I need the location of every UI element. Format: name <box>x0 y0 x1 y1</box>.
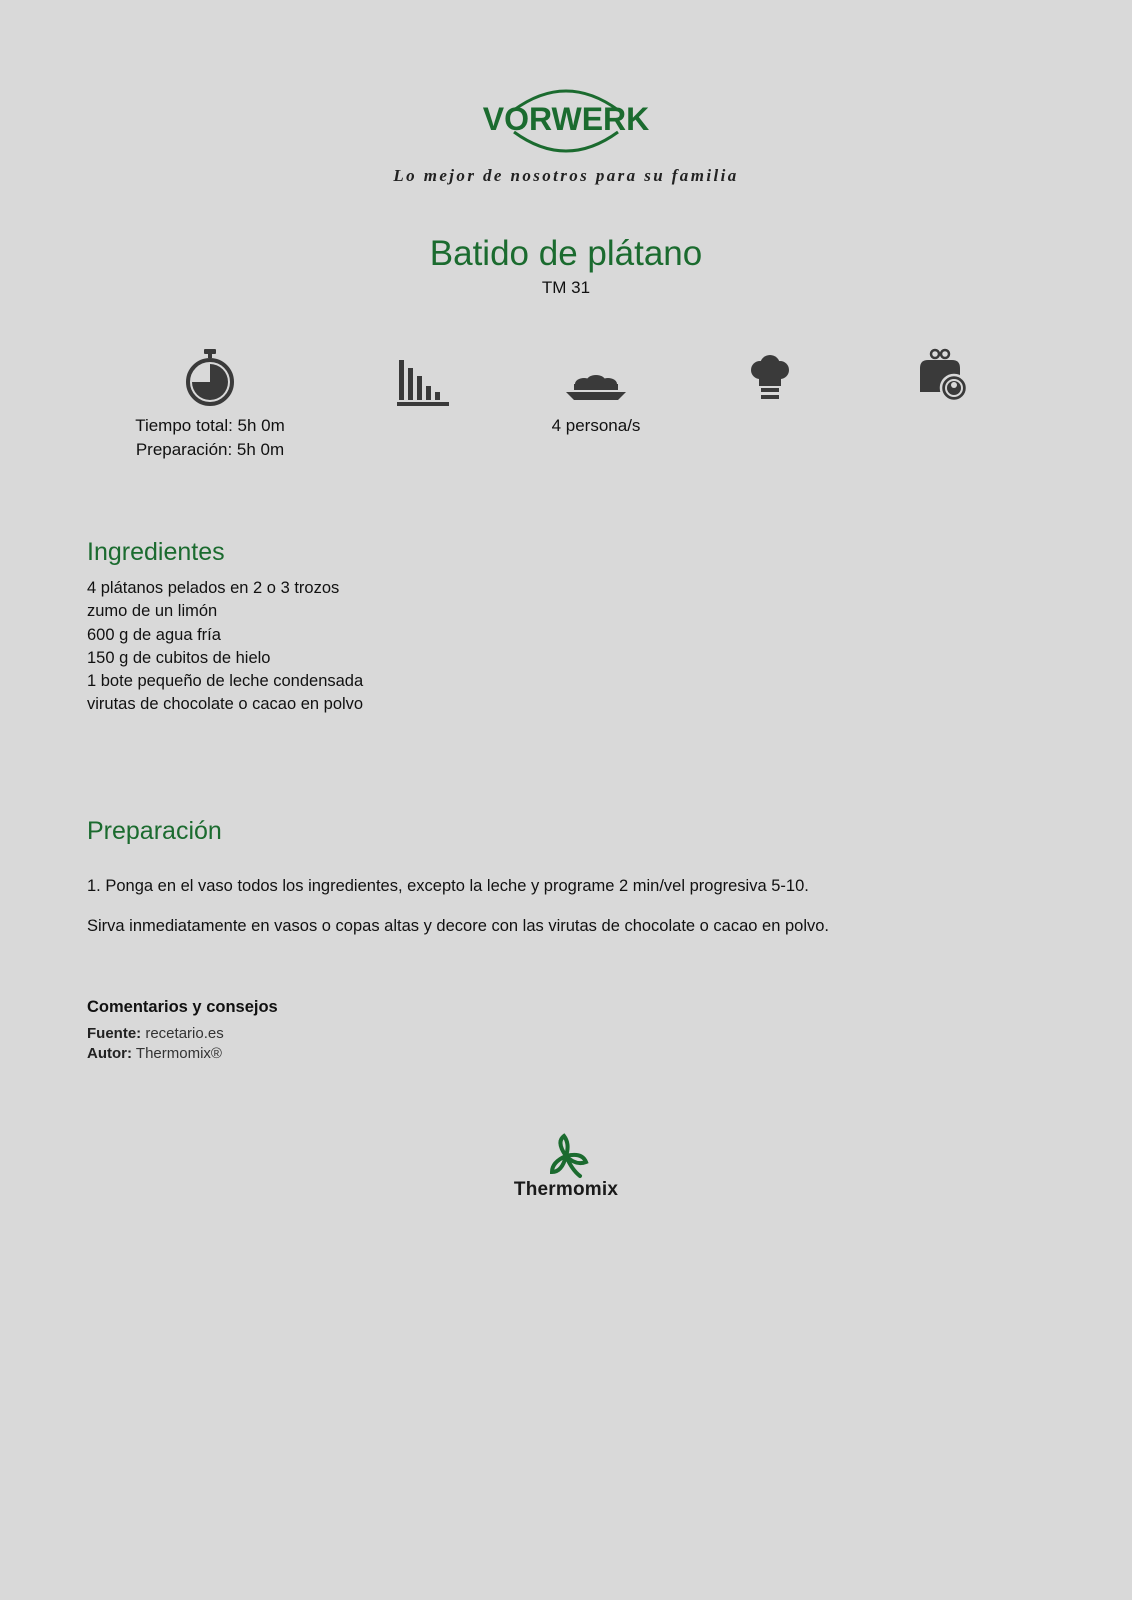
chef-hat-icon <box>745 348 795 408</box>
ingredient-item: 4 plátanos pelados en 2 o 3 trozos <box>87 579 340 597</box>
stopwatch-icon <box>183 348 237 408</box>
ingredient-item: 150 g de cubitos de hielo <box>87 648 271 667</box>
vorwerk-logo <box>476 80 656 160</box>
ingredients-list <box>87 577 363 717</box>
cost-purse-icon <box>912 348 972 408</box>
ingredient-item: virutas de chocolate o cacao en polvo <box>87 695 364 714</box>
servings: 4 persona/s <box>551 416 641 435</box>
ingredient-item: 600 g de agua fría <box>87 625 221 644</box>
comments-heading: Comentarios y consejos <box>87 998 278 1016</box>
serving-dish-icon <box>564 348 628 408</box>
preparation-heading: Preparación <box>87 817 222 845</box>
vorwerk-logo-text: VORWERK <box>482 101 650 137</box>
preparation-step: 1. Ponga en el vaso todos los ingredientes, excepto la leche y programe 2 min/vel progresiva 5-10. <box>87 877 809 895</box>
slogan: Lo mejor de nosotros para su familia <box>393 166 739 185</box>
source-label: Fuente: <box>87 1025 142 1042</box>
source-value: recetario.es <box>145 1025 224 1042</box>
author-label: Autor: <box>87 1045 132 1062</box>
thermomix-brand: Thermomix <box>513 1179 619 1200</box>
preparation-step: Sirva inmediatamente en vasos o copas altas y decore con las virutas de chocolate o cacao en polvo. <box>87 917 830 935</box>
recipe-model: TM 31 <box>541 278 591 297</box>
total-time: Tiempo total: 5h 0m <box>135 416 285 435</box>
ingredients-heading: Ingredientes <box>87 538 225 566</box>
author-line <box>87 1045 222 1062</box>
cost-info <box>832 348 1052 408</box>
difficulty-bars-icon <box>393 348 453 408</box>
recipe-title: Batido de plátano <box>429 234 703 273</box>
ingredient-item: 1 bote pequeño de leche condensada <box>87 672 364 691</box>
time-info <box>100 348 320 462</box>
source-line <box>87 1025 224 1042</box>
prep-time: Preparación: 5h 0m <box>135 440 285 459</box>
author-value: Thermomix® <box>135 1045 222 1062</box>
ingredient-item: zumo de un limón <box>87 602 218 621</box>
